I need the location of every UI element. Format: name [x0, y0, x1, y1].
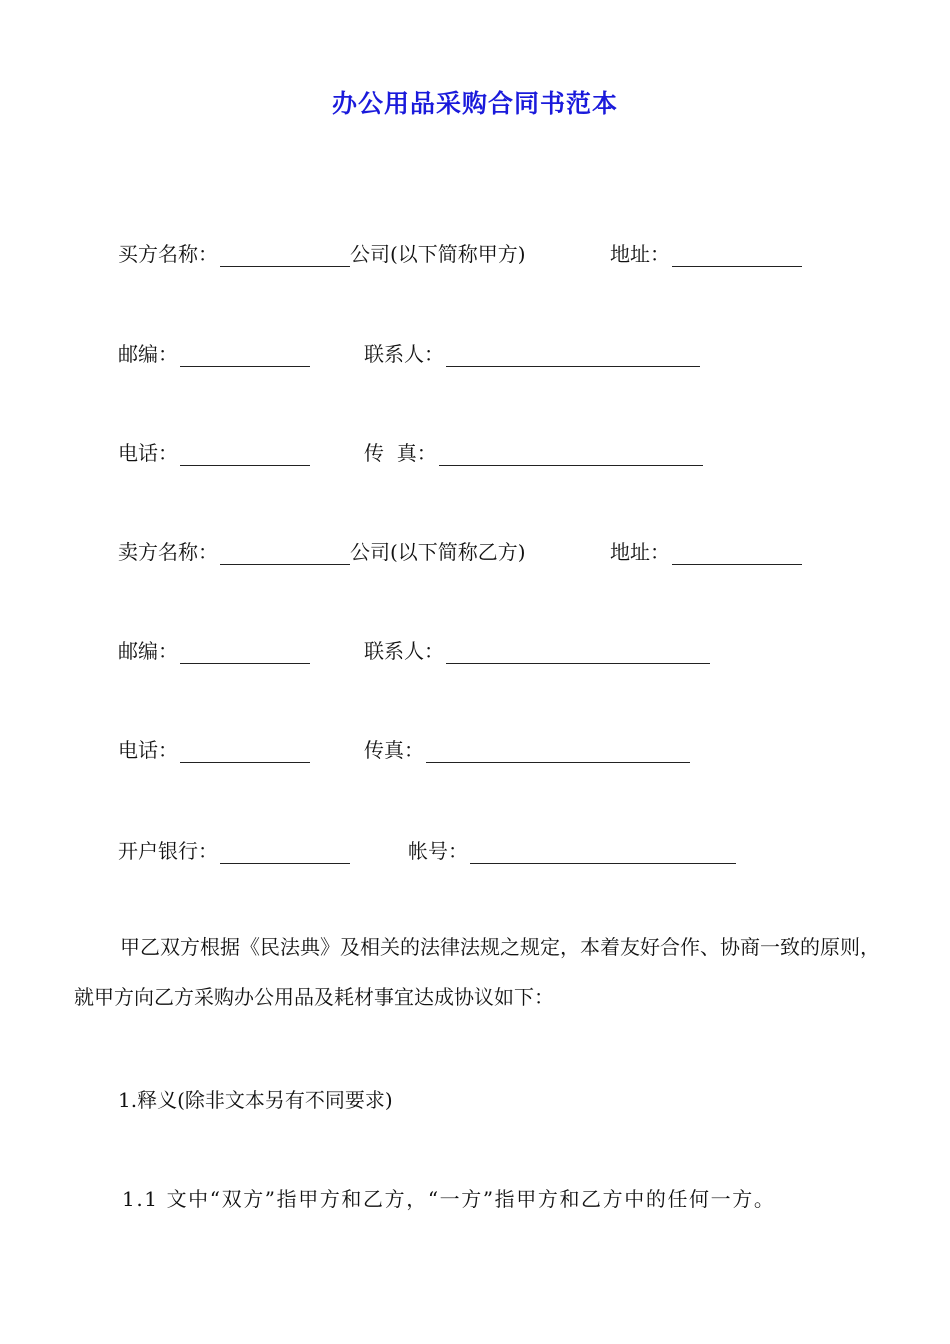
- seller-phone-row: [0, 734, 950, 764]
- buyer-contact-label: 联系人：: [364, 342, 444, 366]
- buyer-fax-blank[interactable]: [439, 445, 703, 466]
- seller-postcode-blank[interactable]: [180, 643, 310, 664]
- buyer-postcode-row: [0, 338, 950, 368]
- account-label: 帐号：: [408, 839, 468, 863]
- seller-phone-label: 电话：: [118, 738, 178, 762]
- seller-contact-label: 联系人：: [364, 639, 444, 663]
- buyer-phone-blank[interactable]: [180, 445, 310, 466]
- buyer-address-label: 地址：: [610, 242, 670, 266]
- buyer-phone-label: 电话：: [118, 441, 178, 465]
- seller-fax-blank[interactable]: [426, 742, 690, 763]
- buyer-company-suffix: 公司(以下简称甲方): [350, 242, 526, 266]
- bank-blank[interactable]: [220, 843, 350, 864]
- bank-row: [0, 835, 950, 865]
- clause-1-1: 1.1 文中“双方”指甲方和乙方，“一方”指甲方和乙方中的任何一方。: [122, 1187, 776, 1211]
- seller-name-label: 卖方名称：: [118, 540, 218, 564]
- buyer-name-row: [0, 238, 950, 268]
- seller-company-suffix: 公司(以下简称乙方): [350, 540, 526, 564]
- account-blank[interactable]: [470, 843, 736, 864]
- seller-phone-blank[interactable]: [180, 742, 310, 763]
- buyer-postcode-label: 邮编：: [118, 342, 178, 366]
- seller-address-blank[interactable]: [672, 544, 802, 565]
- intro-paragraph: 甲乙双方根据《民法典》及相关的法律法规之规定，本着友好合作、协商一致的原则，就甲方向乙方采购办公用品及耗材事宜达成协议如下：: [74, 935, 880, 1009]
- seller-address-label: 地址：: [610, 540, 670, 564]
- buyer-contact-blank[interactable]: [446, 346, 700, 367]
- bank-label: 开户银行：: [118, 839, 218, 863]
- buyer-postcode-blank[interactable]: [180, 346, 310, 367]
- seller-fax-label: 传真：: [364, 738, 424, 762]
- section-1-heading: 1.释义(除非文本另有不同要求): [118, 1088, 393, 1112]
- buyer-phone-row: [0, 437, 950, 467]
- buyer-name-blank[interactable]: [220, 246, 350, 267]
- seller-contact-blank[interactable]: [446, 643, 710, 664]
- seller-name-row: [0, 536, 950, 566]
- buyer-fax-label: 传 真：: [364, 441, 437, 465]
- buyer-name-label: 买方名称：: [118, 242, 218, 266]
- seller-postcode-label: 邮编：: [118, 639, 178, 663]
- seller-name-blank[interactable]: [220, 544, 350, 565]
- buyer-address-blank[interactable]: [672, 246, 802, 267]
- page-title: 办公用品采购合同书范本: [331, 89, 618, 118]
- seller-postcode-row: [0, 635, 950, 665]
